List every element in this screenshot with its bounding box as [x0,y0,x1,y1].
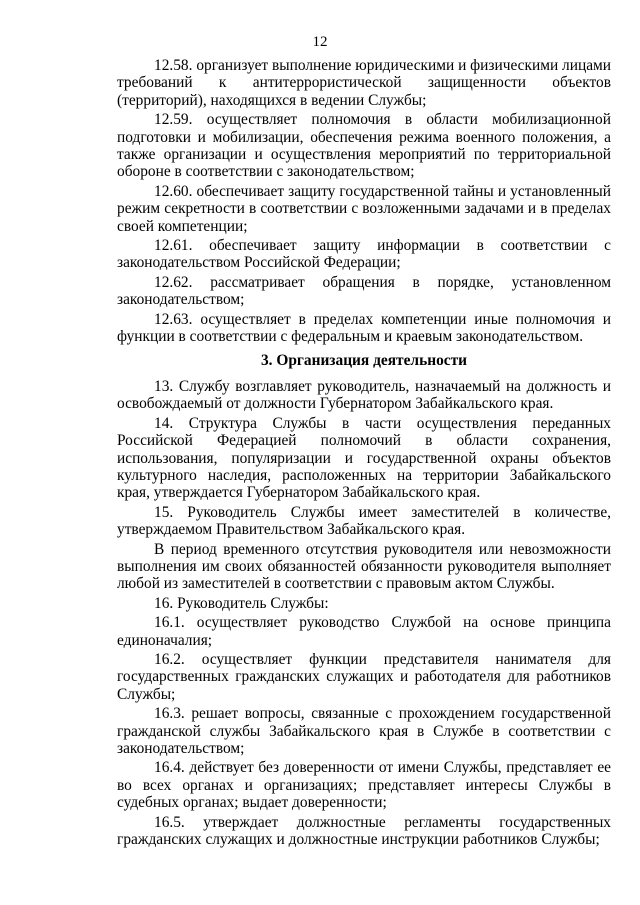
paragraph-15: 15. Руководитель Службы имеет заместителей в количестве, утверждаемом Правительством Забайкальского края. [117,503,611,539]
paragraph-16-1: 16.1. осуществляет руководство Службой на основе принципа единоначалия; [117,614,611,649]
paragraph-12-59: 12.59. осуществляет полномочия в области мобилизационной подготовки и мобилизации, обеспечения режима военного положения, а также организации и осуществления мероприятий по территориальной обороне в соответствии с законодательством; [117,111,611,181]
paragraph-16: 16. Руководитель Службы: [154,594,329,612]
paragraph-13: 13. Службу возглавляет руководитель, назначаемый на должность и освобождаемый от должности Губернатором Забайкальского края. [117,377,611,413]
paragraph-16-5: 16.5. утверждает должностные регламенты государственных гражданских служащих и должностные инструкции работников Службы; [117,813,611,849]
page-number: 12 [312,34,328,50]
paragraph-16-3: 16.3. решает вопросы, связанные с прохождением государственной гражданской службы Забайкальского края в Службе в соответствии с законодательством; [117,705,611,758]
document-body [117,57,611,850]
paragraph-12-61: 12.61. обеспечивает защиту информации в соответствии с законодательством Российской Федерации; [117,237,611,272]
paragraph-12-60: 12.60. обеспечивает защиту государственной тайны и установленный режим секретности в соответствии с возложенными задачами и в пределах своей компетенции; [117,182,611,235]
paragraph-16-4: 16.4. действует без доверенности от имени Службы, представляет ее во всех органах и организациях; представляет интересы Службы в судебных органах; выдает доверенности; [117,759,611,812]
paragraph-12-58: 12.58. организует выполнение юридическими и физическими лицами требований к антитеррористической защищенности объектов (территорий), находящихся в ведении Службы; [117,57,611,109]
paragraph-14: 14. Структура Службы в части осуществления переданных Российской Федерацией полномочий в области сохранения, использования, популяризации и государственной охраны объектов культурного наследия, расположенных на территории Забайкальского края, утверждается Губернатором Забайкальского края. [117,414,611,502]
paragraph-16-2: 16.2. осуществляет функции представителя нанимателя для государственных гражданских служащих и работодателя для работников Службы; [117,651,611,703]
paragraph-15-deputy: В период временного отсутствия руководителя или невозможности выполнения им своих обязанностей обязанности руководителя выполняет любой из заместителей в соответствии с правовым актом Службы. [117,540,611,593]
paragraph-12-62: 12.62. рассматривает обращения в порядке, установленном законодательством; [117,273,611,309]
paragraph-12-63: 12.63. осуществляет в пределах компетенции иные полномочия и функции в соответствии с федеральным и краевым законодательством. [117,310,611,346]
section-heading: 3. Организация деятельности [260,351,468,369]
